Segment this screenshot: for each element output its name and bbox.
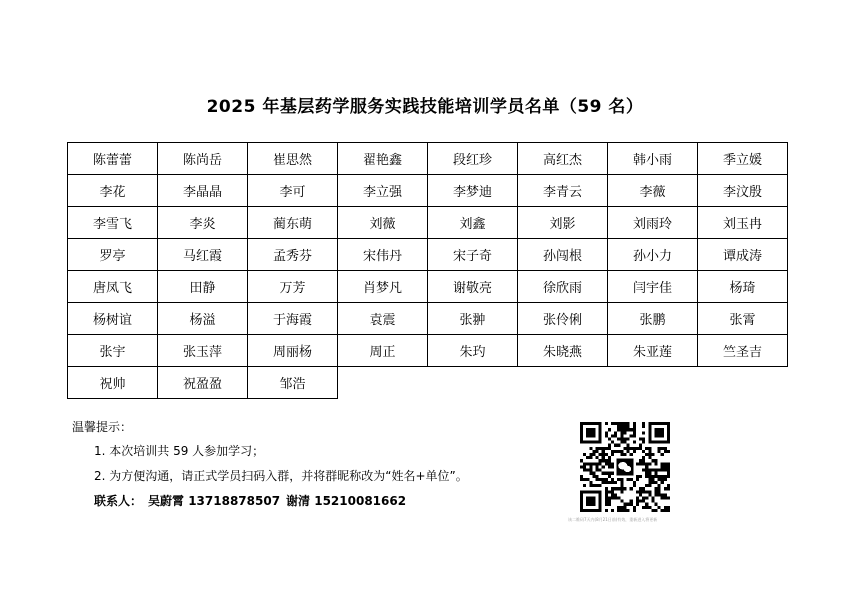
- trainee-name-cell: 孟秀芬: [248, 239, 338, 271]
- trainee-name-cell: 马红霞: [158, 239, 248, 271]
- trainee-name-cell: 朱亚莲: [608, 335, 698, 367]
- trainee-name-cell: 李雪飞: [68, 207, 158, 239]
- trainee-name-cell: 段红珍: [428, 143, 518, 175]
- note-line-1: 1. 本次培训共 59 人参加学习；: [94, 444, 265, 458]
- trainee-name-cell: 祝帅: [68, 367, 158, 399]
- trainee-name-cell: 刘鑫: [428, 207, 518, 239]
- trainee-name-cell: 朱玓: [428, 335, 518, 367]
- trainee-name-cell: 李可: [248, 175, 338, 207]
- trainee-name-cell: 唐凤飞: [68, 271, 158, 303]
- trainee-name-cell: 李汶殷: [698, 175, 788, 207]
- trainee-name-cell: 季立媛: [698, 143, 788, 175]
- trainee-name-cell: 翟艳鑫: [338, 143, 428, 175]
- trainee-name-cell: 李立强: [338, 175, 428, 207]
- trainee-name-cell: 张鹏: [608, 303, 698, 335]
- trainee-name-cell: 肖梦凡: [338, 271, 428, 303]
- table-row: [68, 175, 788, 207]
- trainee-name-cell: 高红杰: [518, 143, 608, 175]
- table-row: [68, 239, 788, 271]
- trainee-name-cell: 李青云: [518, 175, 608, 207]
- trainee-name-cell: 李薇: [608, 175, 698, 207]
- contact-label: 联系人：: [94, 494, 143, 508]
- trainee-name-cell: 田静: [158, 271, 248, 303]
- trainee-name-cell: 张宇: [68, 335, 158, 367]
- trainee-name-cell: 周正: [338, 335, 428, 367]
- trainee-name-cell: 李花: [68, 175, 158, 207]
- trainee-name-cell: 韩小雨: [608, 143, 698, 175]
- trainee-name-cell: 杨琦: [698, 271, 788, 303]
- trainee-name-cell: 杨树谊: [68, 303, 158, 335]
- trainee-name-cell: 张霄: [698, 303, 788, 335]
- trainee-name-cell: 袁震: [338, 303, 428, 335]
- trainee-name-cell: 谢敬亮: [428, 271, 518, 303]
- trainee-name-cell: 陈蕾蕾: [68, 143, 158, 175]
- trainee-name-cell: 李晶晶: [158, 175, 248, 207]
- trainee-name-cell: 祝盈盈: [158, 367, 248, 399]
- trainee-name-cell: 崔思然: [248, 143, 338, 175]
- note-line-2: 2. 为方便沟通，请正式学员扫码入群，并将群昵称改为“姓名+单位”。: [94, 469, 468, 483]
- trainee-name-cell: 罗亭: [68, 239, 158, 271]
- trainee-name-cell: 陈尚岳: [158, 143, 248, 175]
- trainee-name-cell: 谭成涛: [698, 239, 788, 271]
- trainee-name-cell: 孙小力: [608, 239, 698, 271]
- reminder-notes: [72, 418, 468, 509]
- wechat-qr-code-icon[interactable]: [580, 422, 670, 512]
- trainee-name-cell: 闫宇佳: [608, 271, 698, 303]
- empty-cell: [698, 367, 788, 399]
- contact-line: [94, 492, 468, 509]
- empty-cell: [428, 367, 518, 399]
- trainee-name-cell: 周丽杨: [248, 335, 338, 367]
- trainee-name-cell: 李炎: [158, 207, 248, 239]
- table-row: [68, 303, 788, 335]
- trainee-name-cell: 李梦迪: [428, 175, 518, 207]
- empty-cell: [518, 367, 608, 399]
- trainee-name-cell: 于海霞: [248, 303, 338, 335]
- table-row: [68, 207, 788, 239]
- table-row: [68, 367, 788, 399]
- trainee-name-cell: 邹浩: [248, 367, 338, 399]
- trainee-name-cell: 孙闯根: [518, 239, 608, 271]
- notes-heading: 温馨提示：: [72, 420, 133, 434]
- trainee-name-cell: 张玉萍: [158, 335, 248, 367]
- trainee-name-cell: 徐欣雨: [518, 271, 608, 303]
- empty-cell: [338, 367, 428, 399]
- trainee-name-cell: 宋伟丹: [338, 239, 428, 271]
- table-row: [68, 143, 788, 175]
- trainee-name-cell: 杨溢: [158, 303, 248, 335]
- trainee-name-cell: 万芳: [248, 271, 338, 303]
- trainee-name-cell: 刘薇: [338, 207, 428, 239]
- qr-caption: 该二维码7天内(8月21日前)有效，重新进入将更新: [568, 517, 658, 522]
- trainee-name-cell: 宋子奇: [428, 239, 518, 271]
- empty-cell: [608, 367, 698, 399]
- trainee-name-cell: 张翀: [428, 303, 518, 335]
- trainee-name-cell: 朱晓燕: [518, 335, 608, 367]
- table-row: [68, 335, 788, 367]
- trainee-name-cell: 张伶俐: [518, 303, 608, 335]
- document-title: 2025 年基层药学服务实践技能培训学员名单（59 名）: [206, 97, 644, 117]
- trainee-name-cell: 刘雨玲: [608, 207, 698, 239]
- trainee-name-cell: 刘影: [518, 207, 608, 239]
- table-row: [68, 271, 788, 303]
- trainee-name-cell: 竺圣吉: [698, 335, 788, 367]
- contact-person-2: 谢清 15210081662: [286, 494, 407, 508]
- trainee-roster-table: [67, 142, 788, 399]
- trainee-name-cell: 刘玉冉: [698, 207, 788, 239]
- contact-person-1: 吴蔚霄 13718878507: [148, 494, 281, 508]
- trainee-name-cell: 蔺东萌: [248, 207, 338, 239]
